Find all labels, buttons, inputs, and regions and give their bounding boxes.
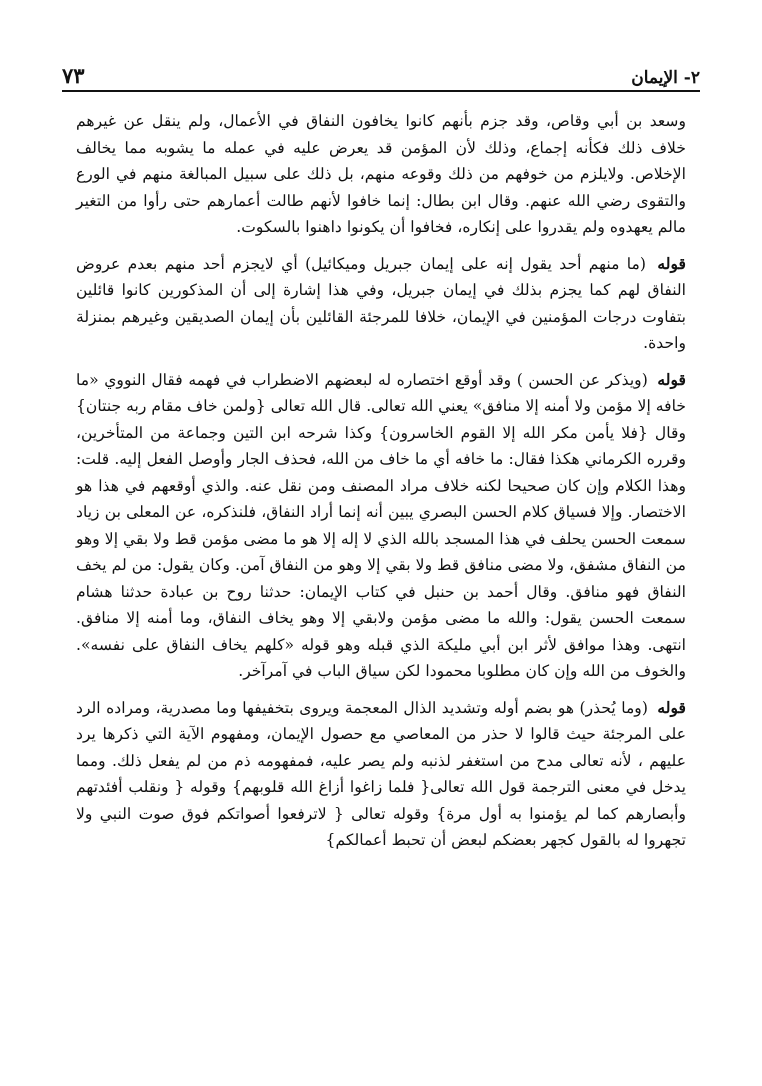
header-rule	[62, 90, 700, 92]
page-number: ٧٣	[62, 63, 85, 88]
paragraph-4	[76, 695, 686, 854]
chapter-title: ٢- الإيمان	[631, 68, 700, 88]
paragraph-3	[76, 367, 686, 685]
paragraph-text: (ويذكر عن الحسن ) وقد أوقع اختصاره له لبعضهم الاضطراب في فهمه فقال النووي «ما خافه إلا مؤمن ولا أمنه إلا منافق» يعني الله تعالى. قال الله تعالى {ولمن خاف مقام ربه جنتان} وقال {فلا يأمن مكر الله إلا القوم الخاسرون} وكذا شرحه ابن التين وجماعة من المتأخرين، وقرره الكرماني هكذا فقال: ما خافه أي ما خاف من الله، فحذف الجار وأوصل الفعل إليه. قلت: وهذا الكلام وإن كان صحيحا لكنه خلاف مراد المصنف ومن نقل عنه. والذي أوقعهم في هذا هو الاختصار. وإلا فسياق كلام الحسن البصري يبين أنه إنما أراد النفاق، فلنذكره، عن المعلى بن زياد سمعت الحسن يحلف في هذا المسجد بالله الذي لا إله إلا هو ما مضى مؤمن قط ولا بقي إلا وهو من النفاق مشفق، ولا مضى منافق قط ولا بقي إلا وهو من النفاق آمن. وكان يقول: من لم يخف النفاق فهو منافق. وقال أحمد بن حنبل في كتاب الإيمان: حدثنا روح بن عبادة حدثنا هشام سمعت الحسن يقول: والله ما مضى مؤمن ولابقي إلا وهو يخاف النفاق، وما أمنه إلا منافق. انتهى. وهذا موافق لأثر ابن أبي مليكة الذي قبله وهو قوله «كلهم يخاف النفاق على نفسه». والخوف من الله وإن كان مطلوبا محمودا لكن سياق الباب في آمرآخر.	[76, 370, 686, 680]
paragraph-1	[76, 108, 686, 241]
paragraph-lead: قوله	[657, 697, 686, 717]
paragraph-lead: قوله	[657, 253, 686, 273]
paragraph-2	[76, 251, 686, 357]
page-header	[62, 58, 700, 88]
paragraph-text: وسعد بن أبي وقاص، وقد جزم بأنهم كانوا يخافون النفاق في الأعمال، ولم ينقل عن غيرهم خلاف ذلك فكأنه إجماع، وذلك لأن المؤمن قد يعرض عليه في عمله ما يشوبه مما يخالف الإخلاص. ولايلزم من خوفهم من ذلك وقوعه منهم، بل ذلك على سبيل المبالغة منهم في الورع والتقوى رضي الله عنهم. وقال ابن بطال: إنما خافوا لأنهم طالت أعمارهم حتى رأوا من التغير مالم يعهدوه ولم يقدروا على إنكاره، فخافوا أن يكونوا داهنوا بالسكوت.	[76, 112, 686, 236]
paragraph-text: (وما يُحذر) هو بضم أوله وتشديد الذال المعجمة ويروى بتخفيفها وما مصدرية، ومراده الرد على المرجئة حيث قالوا لا حذر من المعاصي مع حصول الإيمان، ومفهوم الآية التي ذكرها يرد عليهم ، لأنه تعالى مدح من استغفر لذنبه ولم يصر عليه، فمفهومه ذم من لم يفعل ذلك. ومما يدخل في معنى الترجمة قول الله تعالى{ فلما زاغوا أزاغ الله قلوبهم} وقوله { ونقلب أفئدتهم وأبصارهم كما لم يؤمنوا به أول مرة} وقوله تعالى { لاترفعوا أصواتكم فوق صوت النبي ولا تجهروا له بالقول كجهر بعضكم لبعض أن تحبط أعمالكم}	[76, 698, 686, 849]
page-body	[76, 108, 686, 1046]
paragraph-lead: قوله	[657, 369, 686, 389]
paragraph-text: (ما منهم أحد يقول إنه على إيمان جبريل وميكائيل) أي لايجزم أحد منهم بعدم عروض النفاق لهم كما يجزم بذلك في إيمان جبريل، وفي هذا إشارة إلى أن المذكورين كانوا قائلين بتفاوت درجات المؤمنين في الإيمان، خلافا للمرجئة القائلين بأن إيمان الصديقين وغيرهم بمنزلة واحدة.	[76, 254, 686, 352]
